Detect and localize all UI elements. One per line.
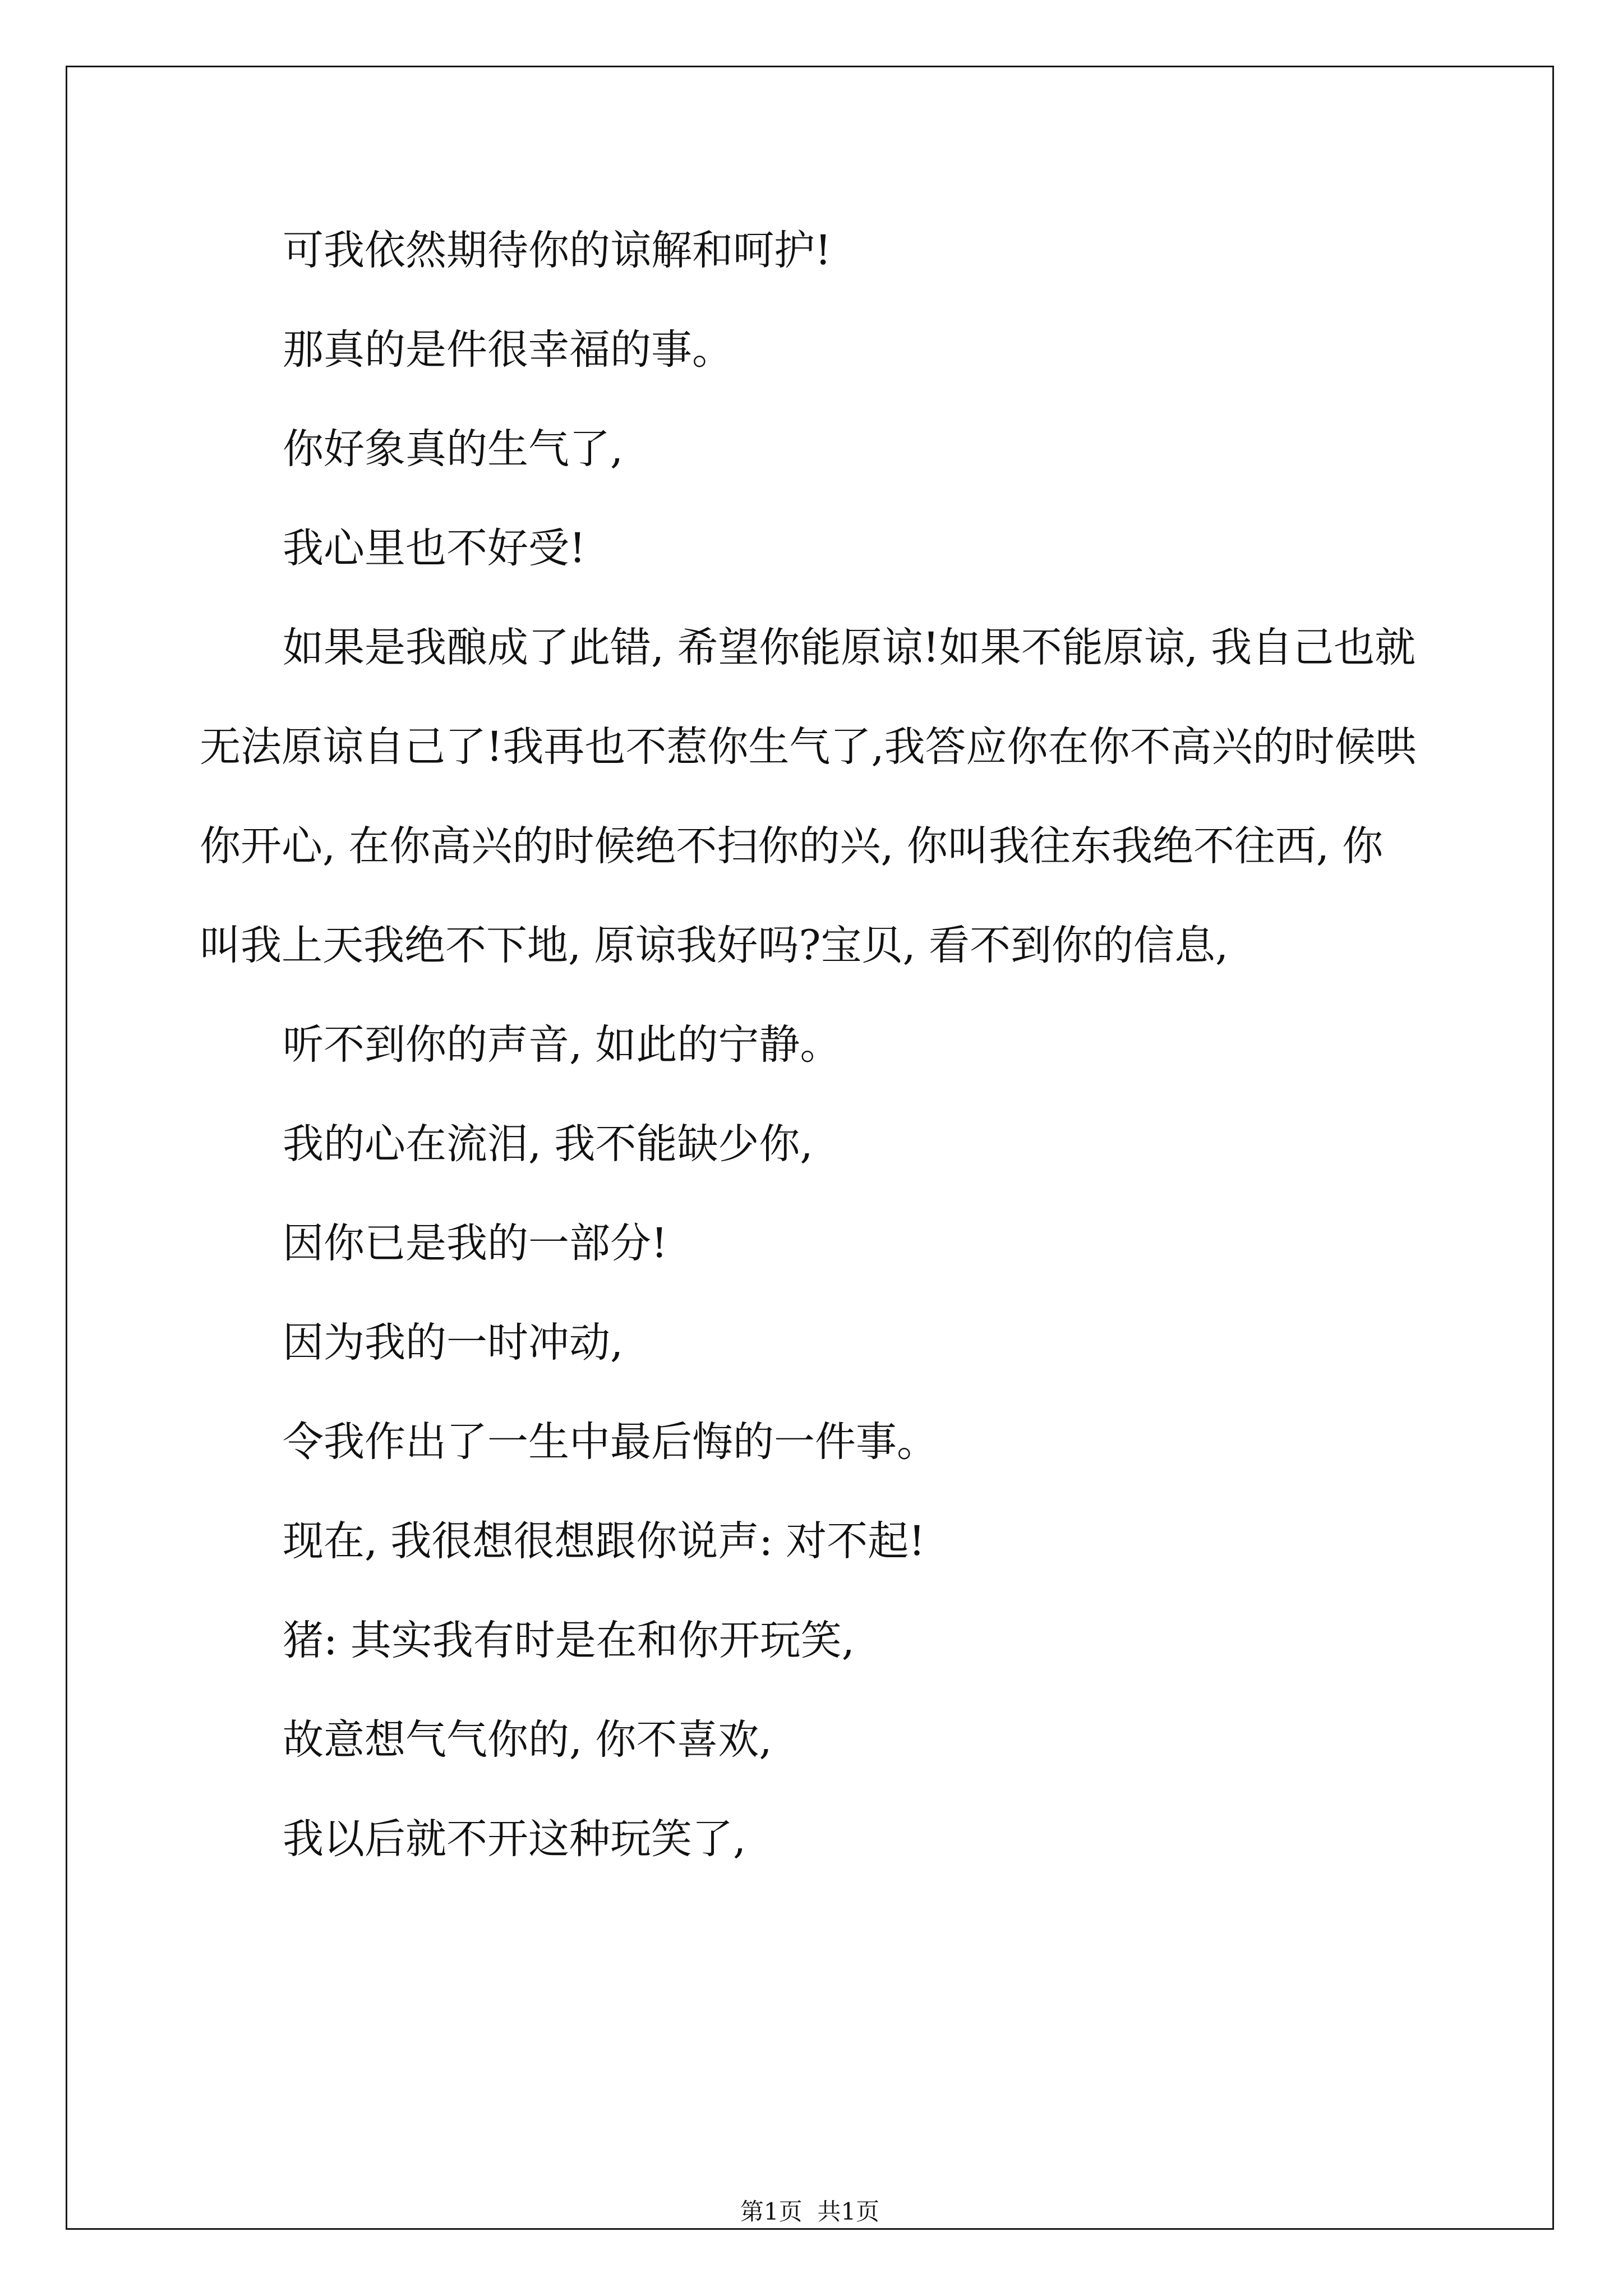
text-line: 你开心, 在你高兴的时候绝不扫你的兴, 你叫我往东我绝不往西, 你 bbox=[200, 822, 1384, 870]
text-line: 我心里也不好受! bbox=[283, 524, 586, 572]
text-line: 你好象真的生气了, bbox=[283, 425, 624, 473]
page-frame bbox=[66, 66, 1554, 2230]
text-line: 猪: 其实我有时是在和你开玩笑, bbox=[283, 1617, 855, 1664]
text-line: 无法原谅自己了!我再也不惹你生气了,我答应你在你不高兴的时候哄 bbox=[200, 723, 1417, 771]
text-line: 那真的是件很幸福的事。 bbox=[283, 326, 733, 374]
text-line: 如果是我酿成了此错, 希望你能原谅!如果不能原谅, 我自己也就 bbox=[283, 624, 1416, 671]
page-footer: 第1页 共1页 bbox=[740, 2198, 880, 2225]
text-line: 我的心在流泪, 我不能缺少你, bbox=[283, 1120, 813, 1168]
text-line: 听不到你的声音, 如此的宁静。 bbox=[283, 1021, 841, 1069]
text-line: 故意想气气你的, 你不喜欢, bbox=[283, 1716, 772, 1764]
text-line: 现在, 我很想很想跟你说声: 对不起! bbox=[283, 1517, 925, 1565]
text-line: 令我作出了一生中最后悔的一件事。 bbox=[283, 1418, 938, 1466]
text-line: 因你已是我的一部分! bbox=[283, 1220, 668, 1267]
text-line: 叫我上天我绝不下地, 原谅我好吗?宝贝, 看不到你的信息, bbox=[200, 922, 1229, 969]
text-line: 可我依然期待你的谅解和呵护! bbox=[283, 227, 832, 274]
document-body bbox=[67, 67, 1552, 2228]
text-line: 因为我的一时冲动, bbox=[283, 1319, 624, 1366]
text-line: 我以后就不开这种玩笑了, bbox=[283, 1815, 746, 1863]
